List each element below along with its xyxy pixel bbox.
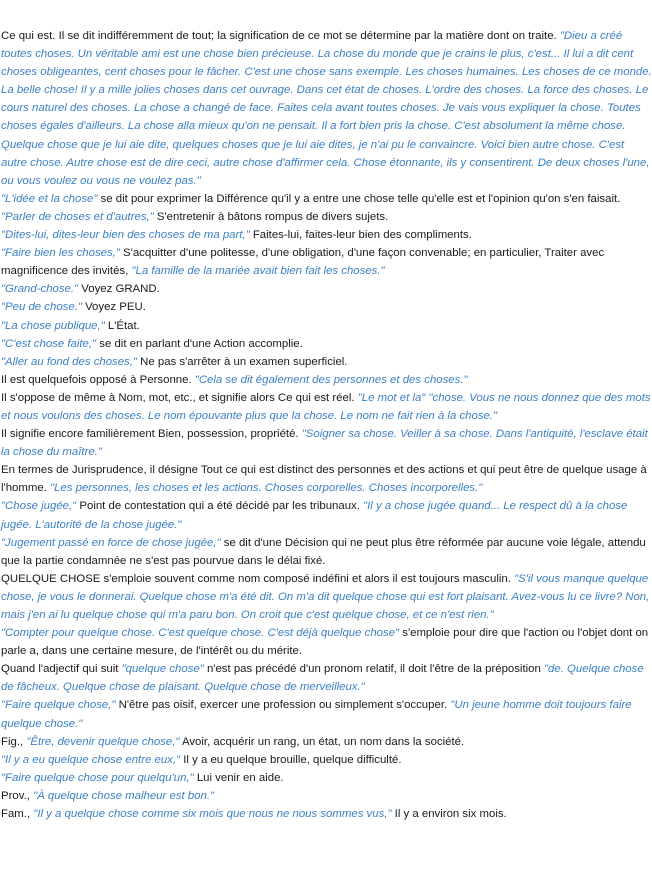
example-quote: "C'est chose faite,"	[1, 337, 97, 350]
example-quote: "Dieu a créé toutes choses. Un véritable ami est une chose bien précieuse. La chose du monde que je crains le plus, c'est... Il lui a dit cent choses obligeantes, cent choses pour le fâcher. C'est une chose sans exemple. Les choses humaines. Les choses de ce monde. La belle chose! Il y a mille jolies choses dans cet ouvrage. Dans cet état de choses. L'ordre des choses. La force des choses. Le cours naturel des choses. La chose a changé de face. Faites cela avant toutes choses. Je vais vous expliquer la chose. Toutes choses égales d'ailleurs. La chose alla mieux qu'on ne pensait. Il a fort bien pris la chose. C'est absolument la même chose. Quelque chose que je lui aie dite, quelques choses que je lui aie dites, je n'ai pu le convaincre. Voici bien autre chose. C'est autre chose. Autre chose est de dire ceci, autre chose d'affirmer cela. Chose étonnante, ils y consentirent. De deux choses l'une, ou vous voulez ou vous ne voulez pas."	[1, 30, 652, 187]
example-quote: "La chose publique,"	[1, 319, 105, 332]
example-quote: "À quelque chose malheur est bon."	[33, 789, 215, 802]
definition-text: Point de contestation qui a été décidé par les tribunaux.	[76, 500, 364, 513]
definition-text: n'est pas précédé d'un pronom relatif, il doit l'être de la préposition	[203, 663, 544, 676]
definition-text: QUELQUE CHOSE s'emploie souvent comme nom composé indéfini et alors il est toujours masculin.	[1, 572, 515, 585]
definition-paragraph	[1, 389, 652, 425]
example-quote: "de. Quelque chose de fâcheux. Quelque chose de plaisant. Quelque chose de merveilleux."	[1, 663, 644, 694]
example-quote: "Jugement passé en force de chose jugée,"	[1, 536, 221, 549]
example-quote: "Faire bien les choses,"	[1, 247, 120, 260]
definition-text: Fam.,	[1, 808, 34, 821]
definition-text: Il y a eu quelque brouille, quelque difficulté.	[180, 753, 402, 766]
example-quote: "Un jeune homme doit toujours faire quelque chose."	[1, 699, 632, 730]
example-quote: "Cela se dit également des personnes et des choses."	[194, 373, 468, 386]
example-quote: "Compter pour quelque chose. C'est quelque chose. C'est déjà quelque chose"	[1, 627, 400, 640]
definition-text: S'entretenir à bâtons rompus de divers sujets.	[153, 210, 389, 223]
definition-text: Avoir, acquérir un rang, un état, un nom dans la société.	[179, 735, 465, 748]
example-quote: "Parler de choses et d'autres,"	[1, 210, 154, 223]
definition-text: N'être pas oisif, exercer une profession ou simplement s'occuper.	[115, 699, 451, 712]
example-quote: "Être, devenir quelque chose,"	[26, 735, 180, 748]
definition-text: se dit en parlant d'une Action accomplie.	[96, 337, 303, 350]
definition-paragraph	[1, 208, 652, 226]
example-quote: "Peu de chose."	[1, 301, 82, 314]
definition-paragraph	[1, 27, 652, 190]
example-quote: "S'il vous manque quelque chose, je vous le donnerai. Quelque chose m'a été dit. On m'a dit quelque chose qui est fort plaisant. Avez-vous lu ce livre? Non, mais j'en ai lu quelque chose qui m'a paru bon. On croit que c'est quelque chose, et ce n'est rien."	[1, 572, 650, 621]
definition-text: se dit pour exprimer la Différence qu'il y a entre une chose telle qu'elle est et l'opinion qu'on s'en faisait.	[97, 192, 621, 205]
example-quote: "Soigner sa chose. Veiller à sa chose. Dans l'antiquité, l'esclave était la chose du maître."	[1, 428, 648, 459]
definition-paragraph	[1, 660, 652, 696]
definition-paragraph	[1, 190, 652, 208]
definition-text: Il est quelquefois opposé à Personne.	[1, 373, 195, 386]
definition-text: se dit d'une Décision qui ne peut plus être réformée par aucune voie légale, attendu que la partie condamnée ne s'est pas pourvue dans le délai fixé.	[1, 536, 646, 567]
example-quote: "Faire quelque chose,"	[1, 699, 116, 712]
example-quote: "L'idée et la chose"	[1, 192, 98, 205]
definition-text: s'emploie pour dire que l'action ou l'objet dont on parle a, dans une certaine mesure, de l'intérêt ou du mérite.	[1, 627, 649, 658]
definition-text: Voyez GRAND.	[78, 283, 160, 296]
definition-paragraph	[1, 696, 652, 732]
definition-paragraph	[1, 461, 652, 497]
definition-paragraph	[1, 371, 652, 389]
example-quote: "La famille de la mariée avait bien fait les choses."	[131, 265, 385, 278]
definition-paragraph	[1, 353, 652, 371]
definition-paragraph	[1, 335, 652, 353]
definition-paragraph	[1, 787, 652, 805]
definition-paragraph	[1, 226, 652, 244]
definition-text: L'État.	[104, 319, 140, 332]
example-quote: "Aller au fond des choses,"	[1, 355, 137, 368]
definition-text: Faites-lui, faites-leur bien des compliments.	[249, 229, 472, 242]
definition-text: S'acquitter d'une politesse, d'une obligation, d'une façon convenable; en particulier, Traiter avec magnificence des invités,	[1, 247, 605, 278]
definition-paragraph	[1, 534, 652, 570]
example-quote: "Chose jugée,"	[1, 500, 77, 513]
definition-text: Il y a environ six mois.	[391, 808, 507, 821]
definition-text: Quand l'adjectif qui suit	[1, 663, 122, 676]
definition-paragraph	[1, 425, 652, 461]
example-quote: "Dites-lui, dites-leur bien des choses de ma part,"	[1, 229, 250, 242]
definition-text: Voyez PEU.	[81, 301, 146, 314]
definition-paragraph	[1, 769, 652, 787]
example-quote: "Il y a quelque chose comme six mois que nous ne nous sommes vus,"	[33, 808, 392, 821]
definition-text: Il signifie encore familièrement Bien, possession, propriété.	[1, 428, 302, 441]
definition-paragraph	[1, 298, 652, 316]
definition-paragraph	[1, 805, 652, 823]
example-quote: "Il y a chose jugée quand... Le respect dû à la chose jugée. L'autorité de la chose jugée."	[1, 500, 628, 531]
example-quote: "Les personnes, les choses et les actions. Choses corporelles. Choses incorporelles."	[50, 482, 483, 495]
definition-paragraph	[1, 733, 652, 751]
definition-paragraph	[1, 317, 652, 335]
definition-paragraph	[1, 244, 652, 280]
definition-paragraph	[1, 497, 652, 533]
definition-paragraph	[1, 624, 652, 660]
definition-paragraph	[1, 570, 652, 624]
example-quote: "quelque chose"	[121, 663, 204, 676]
example-quote: "Le mot et la" "chose. Vous ne nous donnez que des mots et nous voulons des choses. Le nom épouvante plus que la chose. Le nom ne fait rien à la chose."	[1, 391, 651, 422]
definition-text: Ne pas s'arrêter à un examen superficiel.	[137, 355, 348, 368]
example-quote: "Il y a eu quelque chose entre eux,"	[1, 753, 181, 766]
definition-text: Ce qui est. Il se dit indifféremment de tout; la signification de ce mot se détermine par la matière dont on traite.	[1, 30, 560, 42]
example-quote: "Faire quelque chose pour quelqu'un,"	[1, 771, 194, 784]
example-quote: "Grand-chose."	[1, 283, 79, 296]
definition-paragraph	[1, 280, 652, 298]
definition-text: Il s'oppose de même à Nom, mot, etc., et signifie alors Ce qui est réel.	[1, 391, 358, 404]
definition-text: Lui venir en aide.	[193, 771, 284, 784]
definition-text: Prov.,	[1, 789, 34, 802]
definition-paragraph	[1, 751, 652, 769]
definition-text: Fig.,	[1, 735, 27, 748]
definition-text: En termes de Jurisprudence, il désigne Tout ce qui est distinct des personnes et des actions et qui peut être de quelque usage à l'homme.	[1, 464, 647, 495]
